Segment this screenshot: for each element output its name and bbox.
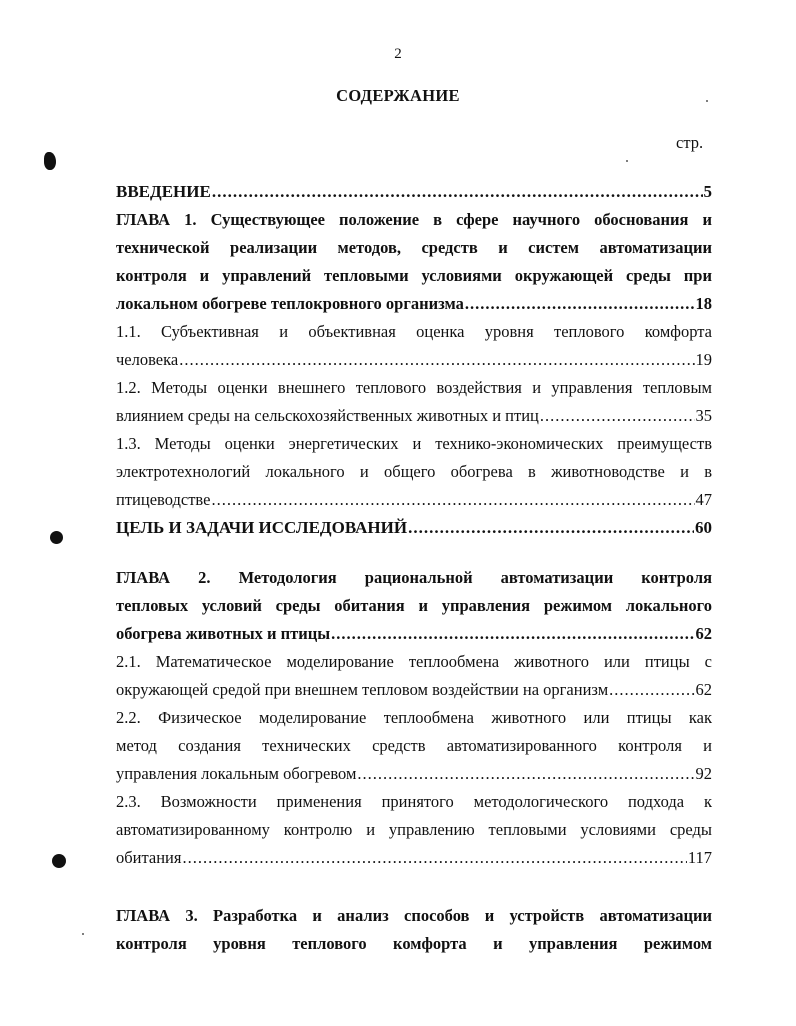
toc-entry-section-2-3: [116, 788, 712, 872]
toc-entry-line: автоматизированному контролю и управлению тепловыми условиями среды: [116, 820, 712, 839]
toc-entry-line: обогрева животных и птицы: [116, 624, 331, 643]
dot-leader: [540, 402, 695, 430]
toc-entry-line: ГЛАВА 1. Существующее положение в сфере научного обоснования и: [116, 210, 712, 229]
toc-page-number: 62: [695, 624, 712, 643]
toc-entry-line: контроля и управлений тепловыми условиями окружающей среды при: [116, 266, 712, 285]
toc-entry-chapter-2: [116, 564, 712, 648]
toc-entry-line: обитания: [116, 848, 182, 867]
punch-hole-mark: [52, 854, 66, 868]
punch-hole-mark: [50, 531, 63, 544]
dot-leader: [182, 844, 686, 872]
page-number: 2: [394, 46, 402, 62]
toc-page-number: 47: [695, 490, 712, 509]
dot-leader: [212, 178, 703, 206]
toc-entry-section-1-3: [116, 430, 712, 514]
toc-entry-line: локальном обогреве теплокровного организма: [116, 294, 464, 313]
dot-leader: [179, 346, 694, 374]
page-column-label: стр.: [676, 133, 704, 152]
toc-entry-text: ЦЕЛЬ И ЗАДАЧИ ИССЛЕДОВАНИЙ: [116, 518, 408, 537]
toc-entry-line: 2.1. Математическое моделирование теплообмена животного или птицы с: [116, 652, 712, 671]
toc-entry-line: птицеводстве: [116, 490, 211, 509]
toc-page-number: 19: [695, 350, 712, 369]
scan-speck: [82, 933, 84, 935]
toc-entry-introduction: [116, 178, 712, 206]
toc-entry-line: 1.3. Методы оценки энергетических и технико-экономических преимуществ: [116, 434, 712, 453]
toc-entry-line: технической реализации методов, средств и систем автоматизации: [116, 238, 712, 257]
toc-page-number: 92: [695, 764, 712, 783]
toc-page-number: 60: [695, 518, 712, 537]
scan-speck: [706, 100, 708, 102]
table-of-contents: [116, 178, 712, 958]
toc-page-number: 5: [703, 182, 712, 201]
punch-hole-mark: [44, 152, 56, 170]
toc-entry-chapter-1: [116, 206, 712, 318]
toc-entry-line: окружающей средой при внешнем тепловом воздействии на организм: [116, 680, 609, 699]
toc-entry-section-2-2: [116, 704, 712, 788]
dot-leader: [465, 290, 695, 318]
toc-entry-line: 1.2. Методы оценки внешнего теплового воздействия и управления тепловым: [116, 378, 712, 397]
toc-entry-line: 2.3. Возможности применения принятого методологического подхода к: [116, 792, 712, 811]
toc-entry-section-1-2: [116, 374, 712, 430]
toc-entry-goals: [116, 514, 712, 542]
toc-page-number: 62: [695, 680, 712, 699]
dot-leader: [331, 620, 694, 648]
dot-leader: [357, 760, 694, 788]
toc-page-number: 117: [687, 848, 712, 867]
page-title: СОДЕРЖАНИЕ: [336, 86, 460, 105]
toc-entry-line: тепловых условий среды обитания и управления режимом локального: [116, 596, 712, 615]
toc-entry-line: ГЛАВА 2. Методология рациональной автоматизации контроля: [116, 568, 712, 587]
toc-entry-line: 1.1. Субъективная и объективная оценка уровня теплового комфорта: [116, 322, 712, 341]
toc-page-number: 18: [695, 294, 712, 313]
dot-leader: [609, 676, 694, 704]
toc-entry-section-1-1: [116, 318, 712, 374]
toc-entry-line: человека: [116, 350, 179, 369]
toc-entry-section-2-1: [116, 648, 712, 704]
dot-leader: [211, 486, 694, 514]
toc-entry-line: 2.2. Физическое моделирование теплообмена животного или птицы как: [116, 708, 712, 727]
toc-entry-line: контроля уровня теплового комфорта и управления режимом: [116, 934, 712, 953]
toc-entry-chapter-3: [116, 902, 712, 958]
dot-leader: [408, 514, 694, 542]
toc-entry-text: ВВЕДЕНИЕ: [116, 182, 211, 201]
toc-entry-line: влиянием среды на сельскохозяйственных животных и птиц: [116, 406, 539, 425]
toc-entry-line: метод создания технических средств автоматизированного контроля и: [116, 736, 712, 755]
scan-speck: [626, 160, 628, 162]
toc-entry-line: ГЛАВА 3. Разработка и анализ способов и устройств автоматизации: [116, 906, 712, 925]
toc-entry-line: управления локальным обогревом: [116, 764, 357, 783]
toc-page-number: 35: [695, 406, 712, 425]
toc-entry-line: электротехнологий локального и общего обогрева в животноводстве и в: [116, 462, 712, 481]
